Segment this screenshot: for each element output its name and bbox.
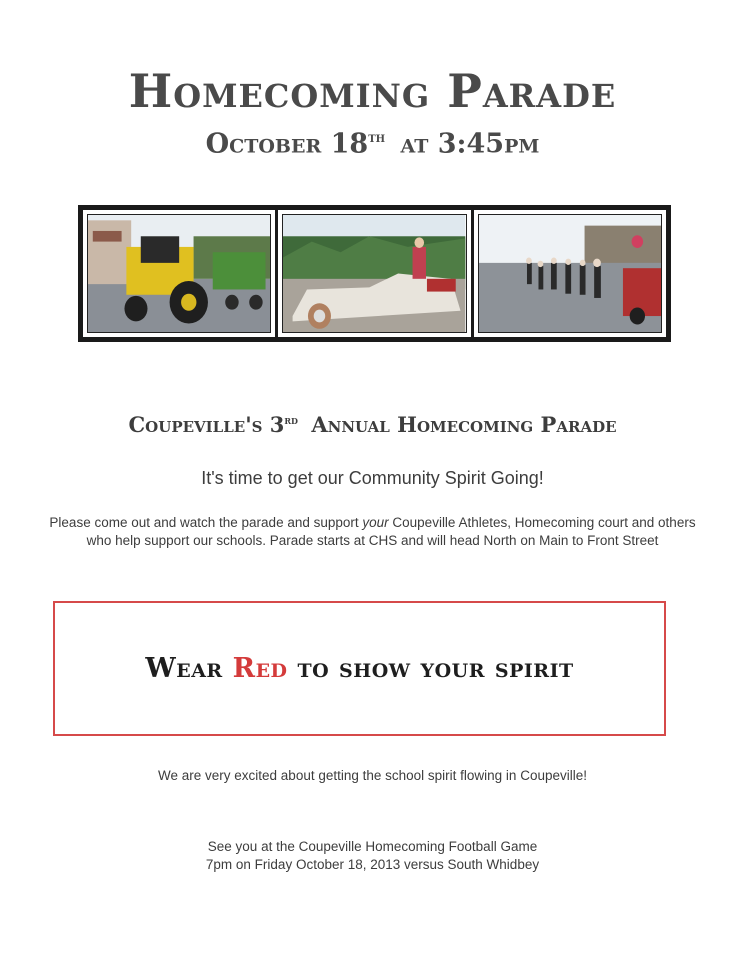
description-before: Please come out and watch the parade and support [49,515,363,530]
event-description [38,514,707,550]
game-line-1: See you at the Coupeville Homecoming Football Game [207,839,538,854]
tractor-image [88,215,270,332]
callout-text [145,653,573,684]
subtitle-prefix: Coupeville's 3 [128,412,285,437]
date-rest: at 3:45pm [400,128,540,160]
callout-rest: to show your spirit [297,653,574,684]
callout-red-word: Red [232,653,288,684]
excited-message: We are very excited about getting the school spirit flowing in Coupeville! [158,768,587,783]
description-after: Coupeville Athletes, Homecoming court and others who help support our schools. Parade starts at CHS and will head North on Main to Front Street [86,515,696,548]
game-line-2: 7pm on Friday October 18, 2013 versus South Whidbey [205,857,540,872]
date-ordinal: th [368,128,386,146]
tagline: It's time to get our Community Spirit Going! [201,468,544,488]
cheerleaders-image [479,215,661,332]
page-title: Homecoming Parade [128,64,617,118]
photo-car [278,210,470,337]
wear-red-callout [53,601,666,736]
event-date [0,128,745,159]
event-subtitle [0,412,745,437]
car-image [283,215,465,332]
description-emphasis: your [362,515,389,530]
callout-word1: Wear [145,653,223,684]
photo-cheerleaders [474,210,666,337]
photo-tractor [83,210,275,337]
subtitle-rest: Annual Homecoming Parade [311,412,617,437]
game-info [0,838,745,874]
date-prefix: October 18 [205,128,369,160]
photo-strip [78,205,671,342]
subtitle-ordinal: rd [284,412,298,427]
